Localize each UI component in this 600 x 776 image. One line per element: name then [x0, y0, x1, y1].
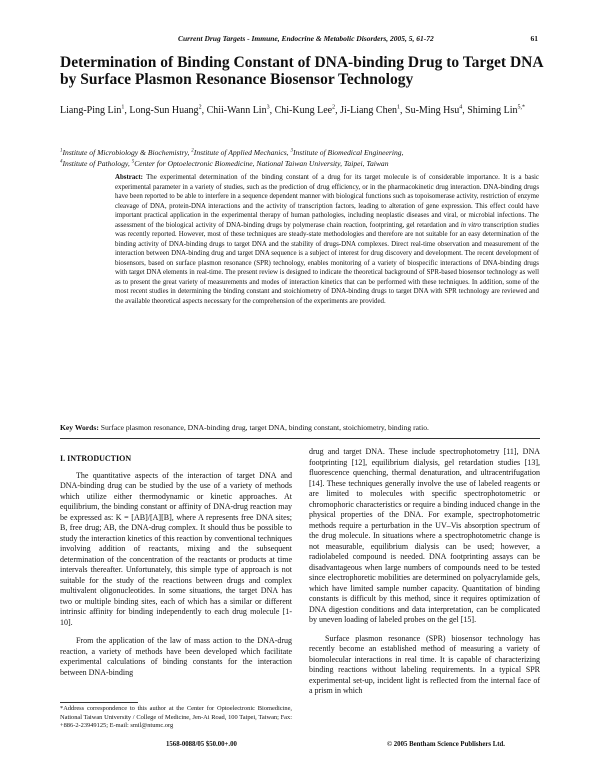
- affiliation-text: Institute of Biomedical Engineering,: [292, 148, 404, 157]
- author-separator: ,: [269, 105, 275, 116]
- issn-price: 1568-0088/05 $50.00+.00: [166, 741, 237, 748]
- copyright: © 2005 Bentham Science Publishers Ltd.: [387, 741, 505, 748]
- affiliation-text: Institute of Pathology,: [62, 158, 132, 168]
- footnote-divider: [60, 702, 138, 703]
- section-heading: I. INTRODUCTION: [60, 454, 132, 463]
- affiliation-text: Institute of Microbiology & Biochemistry,: [62, 148, 192, 157]
- author-affiliation-mark: 1: [121, 104, 125, 111]
- section-divider: [60, 438, 540, 439]
- author-name: Chii-Wann Lin: [206, 105, 267, 116]
- affiliation-mark: 3: [290, 148, 293, 154]
- author-separator: ,: [335, 105, 341, 116]
- author-name: Long-Sun Huang: [129, 105, 199, 116]
- author-name: Ji-Liang Chen: [340, 105, 398, 116]
- author-separator: ,: [400, 105, 406, 116]
- author-affiliation-mark: 1: [397, 104, 401, 111]
- author-name: Su-Ming Hsu: [405, 105, 460, 116]
- author: [467, 105, 525, 116]
- affiliation-mark: 5: [131, 158, 135, 164]
- affiliation-mark: 4: [60, 158, 63, 164]
- right-column: [309, 447, 540, 705]
- author: [405, 105, 462, 116]
- affiliation-text: Center for Optoelectronic Biomedicine, National Taiwan University, Taipei, Taiwan: [134, 158, 389, 168]
- author: [60, 105, 124, 116]
- paragraph: The quantitative aspects of the interaction of target DNA and DNA-binding drug can be studied by the use of a variety of methods which utilize either thermodynamic or kinetic approaches. At equilibrium, the binding constant or affinity of DNA-drug reaction may be expressed as: K = [AB]/[A][B], where A represents free DNA sites; B, free drug; AB, the DNA-drug complex. It should thus be possible to study the interaction kinetics of this reaction by conventional techniques involving addition of reactants, mixing and the subsequent determination of the concentration of the reactants or products at time intervals thereafter. Unfortunately, this simple type of approach is not suitable for the study of the reactions between drugs and complex multivalent oligonucleotides. In some situations, the target DNA has two or multiple binding sites, each of which has a similar or different intrinsic affinity for binding independently to each drug molecule [1-10].: [60, 470, 292, 627]
- affiliation-mark: 2: [191, 148, 194, 154]
- paragraph: Surface plasmon resonance (SPR) biosensor technology has recently become an established method of measuring a variety of biomolecular interactions in real time. It is capable of characterizing binding reactions without labeling requirements. In a typical SPR experimental set-up, incident light is reflected from the internal face of a prism in which: [309, 633, 540, 695]
- author-affiliation-mark: 2: [332, 104, 336, 111]
- author-affiliation-mark: 2: [198, 104, 202, 111]
- abstract-label: Abstract:: [115, 174, 143, 181]
- paragraph: From the application of the law of mass action to the DNA-drug reaction, a variety of methods have been developed which facilitate experimental calculations of binding constants for the interaction between DNA-binding: [60, 636, 292, 677]
- journal-citation: Current Drug Targets - Immune, Endocrine & Metabolic Disorders, 2005, 5, 61-72: [178, 34, 434, 43]
- affiliation-list: [60, 148, 540, 169]
- author-name: Chi-Kung Lee: [274, 105, 333, 116]
- article-title: Determination of Binding Constant of DNA-binding Drug to Target DNA by Surface Plasmon Resonance Biosensor Technology: [60, 54, 543, 88]
- affiliation-mark: 1: [60, 148, 63, 154]
- abstract-italic-term: in vitro: [460, 221, 481, 229]
- keywords: [60, 423, 540, 433]
- keywords-text: Surface plasmon resonance, DNA-binding drug, target DNA, binding constant, stoichiometry, binding ratio.: [98, 423, 429, 432]
- abstract-text-1: The experimental determination of the binding constant of a drug for its target molecule is of considerable importance. It is a basic experimental parameter in a variety of studies, such as the prediction of drug efficiency, or in the pharmacokinetic drug interaction. DNA-binding drugs have been reported to be able to interfere in a sequence dependent manner with biological functions such as topoisomerase activity, restriction of enzyme cleavage of DNA, protein-DNA interactions and the activity of transcription factors, leading to alteration of gene expression. This effect could have important practical application in the experimental therapy of human pathologies, including neoplastic diseases and viral, or microbial infections. The assessment of the biological activity of DNA-binding drugs by polymerase chain reaction, footprinting, gel retardation and: [115, 174, 539, 229]
- author-affiliation-mark: 3: [266, 104, 270, 111]
- author-name: Shiming Lin: [467, 105, 518, 116]
- author-separator: ,: [124, 105, 130, 116]
- author: [207, 105, 270, 116]
- abstract-text-2: transcription studies was recently reported. However, most of these techniques are steady-state methodologies and therefore are not suitable for an easy determination of the binding activity of DNA-binding drugs to target DNA and the stability of drugs-DNA complexes. Direct real-time observation and measurement of the interaction between DNA-binding drug and target DNA sequence is a subject of interest for drug discovery and development. The recent development of biosensors, based on surface plasmon resonance (SPR) technology, enables monitoring of a variety of biospecific interactions of DNA-binding drugs with target DNA elements in real-time. The present review is designed to indicate the theoretical background of SPR-based biosensor technology as well as to present the great variety of measurements and modes of interaction kinetics that can be performed with these techniques. In addition, some of the most recent studies in determining the binding constant and stoichiometry of DNA-binding drugs to target DNA with SPR technology are reviewed and the available theoretical aspects necessary for the comprehension of the experiments are provided.: [115, 221, 540, 305]
- author-separator: ,: [462, 105, 468, 116]
- author-separator: ,: [201, 105, 207, 116]
- author-affiliation-mark: 4: [459, 104, 463, 111]
- paragraph: drug and target DNA. These include spectrophotometry [11], DNA footprinting [12], equilibrium dialysis, gel retardation studies [13], fluorescence quenching, thermal denaturation, and ultracentrifugation [14]. These techniques generally involve the use of labeled reagents or are limited to molecules with specific spectrophotometric or chromophoric characteristics or require a binding induced change in the physical properties of the DNA. For example, spectrophotometric methods require a perturbation in the UV–Vis absorption spectrum of the drug molecule. In situations where a spectrophotometric change is not measurable, equilibrium dialysis can be used; however, a radiolabeled compound is needed. DNA footprinting assays can be disadvantageous when large numbers of compounds need to be tested since electrophoretic mobilities are determined on polyacrylamide gels, which have limited sample number capacity. Quantitation of binding constants is difficult by this method, since it requires optimization of DNA digestion conditions and data interpretation, can be complicated by uneven loading of labeled probes on the gel [15].: [309, 447, 540, 624]
- author-affiliation-mark: 5,*: [517, 104, 526, 111]
- affiliation-text: Institute of Applied Mechanics,: [193, 148, 291, 157]
- abstract: [115, 173, 539, 306]
- author-name: Liang-Ping Lin: [60, 105, 122, 116]
- author: [275, 105, 336, 116]
- author: [340, 105, 400, 116]
- author-list: [60, 104, 540, 118]
- correspondence-footnote: *Address correspondence to this author at the Center for Optoelectronic Biomedicine, National Taiwan University / College of Medicine, Jen-Ai Road, 100 Taipei, Taiwan; Fax: +886-2-23949125; E-mail: smil@ntumc.org: [60, 705, 292, 730]
- author: [129, 105, 201, 116]
- keywords-label: Key Words:: [60, 423, 99, 432]
- left-column: [60, 454, 292, 686]
- page-number: 61: [530, 34, 538, 43]
